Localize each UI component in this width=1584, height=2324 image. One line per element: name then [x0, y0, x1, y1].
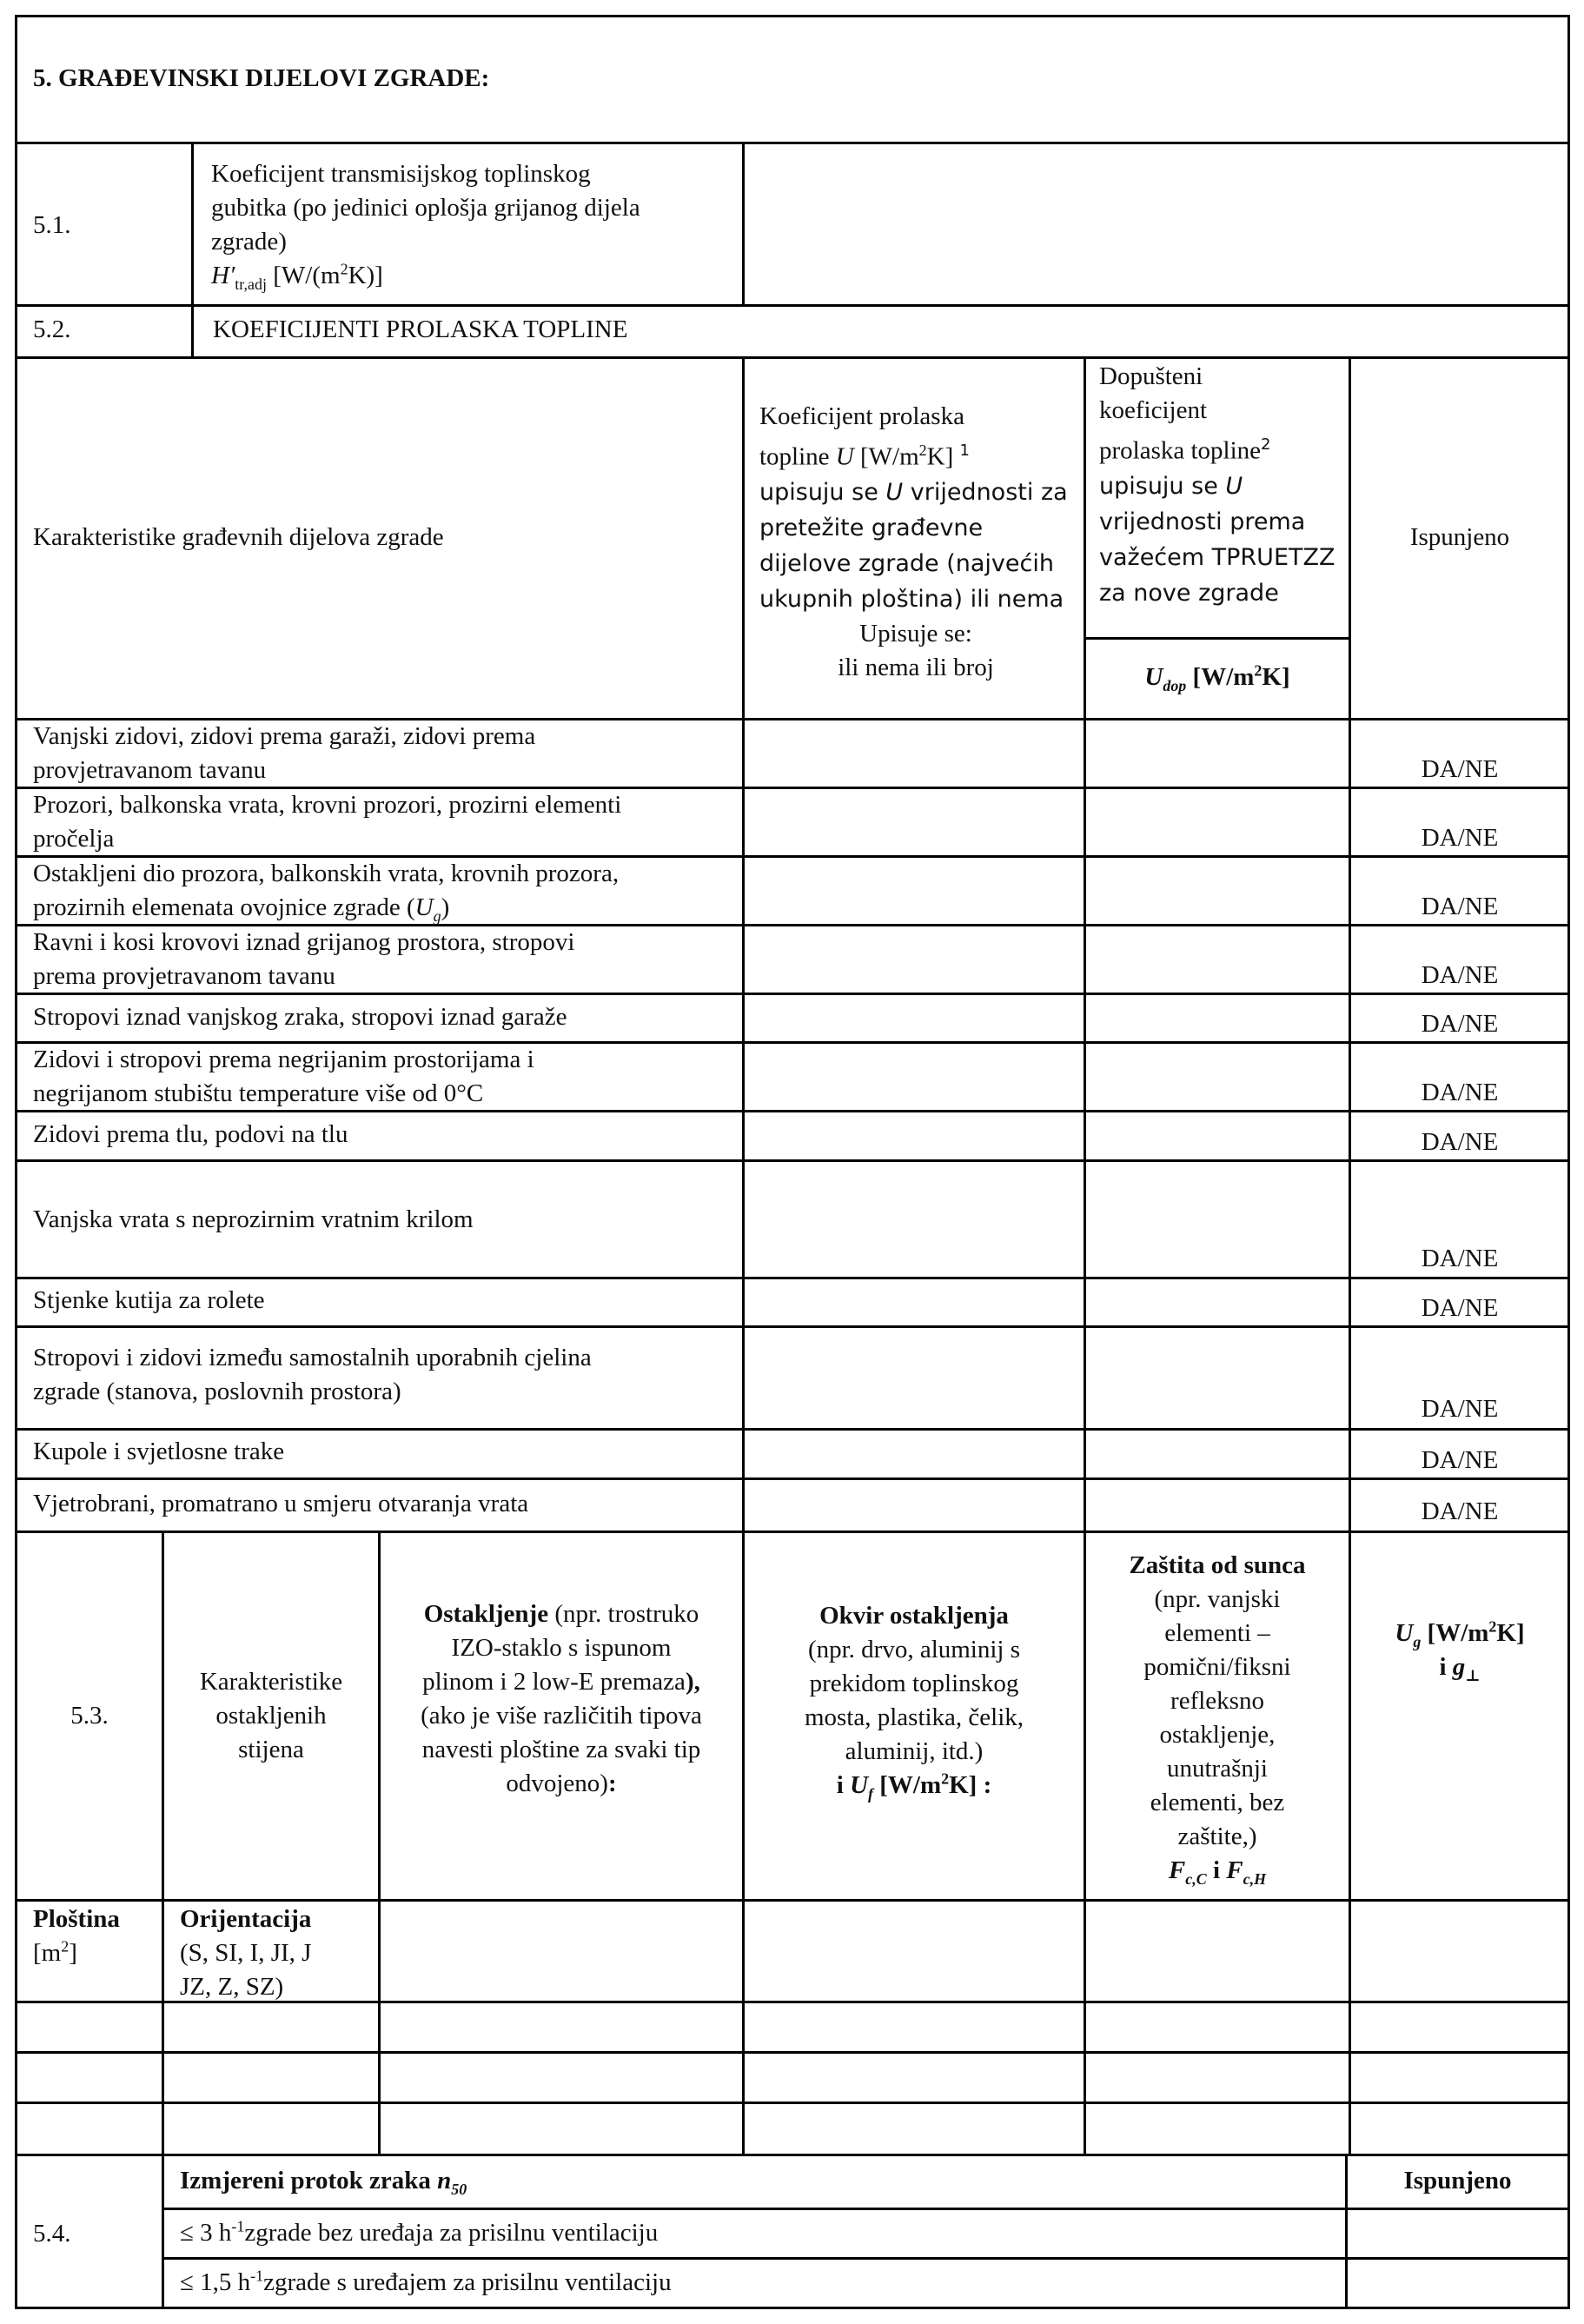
fulfilled-choice[interactable]: DA/NE	[1421, 893, 1499, 920]
u-value-field[interactable]	[747, 1329, 1081, 1425]
fulfilled-choice[interactable]: DA/NE	[1421, 755, 1499, 783]
table-row[interactable]	[20, 2105, 1565, 2151]
sun-protection-cell[interactable]	[1089, 1904, 1346, 1998]
rule	[15, 1477, 1570, 1480]
rule	[1084, 356, 1086, 1533]
heat-transfer-title: KOEFICIJENTI PROLASKA TOPLINE	[213, 315, 628, 343]
u-value-field[interactable]	[747, 1045, 1081, 1107]
table-row-label: Vanjski zidovi, zidovi prema garaži, zidovi prema provjetravanom tavanu	[33, 722, 536, 784]
table-row-label: Kupole i svjetlosne trake	[33, 1438, 285, 1465]
ug-header: $U_g$ $[W/m^2K]$ i $g_\perp$	[1395, 1617, 1525, 1684]
table-row[interactable]	[20, 2004, 1565, 2048]
u-value-field[interactable]	[747, 1431, 1081, 1475]
fulfilled-choice[interactable]: DA/NE	[1421, 824, 1499, 852]
rule	[15, 1531, 1570, 1533]
area-header: Ploština $[m^2]$	[33, 1905, 120, 1967]
rule	[15, 1159, 1570, 1162]
table-row-label: Vanjska vrata s neprozirnim vratnim krilom	[33, 1205, 474, 1233]
rule	[15, 1277, 1570, 1279]
border-right	[1567, 15, 1570, 2309]
allowed-u-field[interactable]	[1089, 859, 1346, 921]
rule	[164, 2208, 1570, 2210]
glazing-header: Ostakljenje (npr. trostruko IZO-staklo s ispunom plinom i 2 low-E premaza), (ako je više različitih tipova navesti ploštine za svaki tip odvojeno):	[421, 1600, 702, 1797]
rule	[15, 142, 1570, 144]
table-row-label: Ravni i kosi krovovi iznad grijanog prostora, stropovi prema provjetravanom tavanu	[33, 928, 575, 990]
air-flow-title: Izmjereni protok zraka $n_{50}$	[180, 2167, 467, 2198]
rule	[15, 2154, 1570, 2156]
border-top	[15, 15, 1570, 17]
allowed-u-field[interactable]	[1089, 1163, 1346, 1274]
table-row[interactable]	[20, 2055, 1565, 2099]
section-title: 5. GRAĐEVINSKI DIJELOVI ZGRADE:	[33, 64, 490, 92]
fulfilled-choice[interactable]: DA/NE	[1421, 961, 1499, 989]
allowed-u-field[interactable]	[1089, 927, 1346, 990]
table-row-label: Ostakljeni dio prozora, balkonskih vrata, krovnih prozora, prozirnih elemenata ovojnice zgrade $(U_g)$	[33, 860, 620, 925]
frame-header: Okvir ostakljenja (npr. drvo, aluminij s prekidom toplinskog mosta, plastika, čelik, aluminij, itd.) i $U_f$ $[W/m^2K]$ :	[804, 1602, 1024, 1803]
fulfilled-choice[interactable]: DA/NE	[1421, 1079, 1499, 1106]
u-value-field[interactable]	[747, 1280, 1081, 1323]
rule	[191, 142, 194, 359]
transmission-loss-value-field[interactable]	[747, 146, 1564, 302]
allowed-u-field[interactable]	[1089, 1113, 1346, 1157]
rule	[15, 1428, 1570, 1431]
row-number-5-1: 5.1.	[33, 211, 71, 239]
rule	[15, 2102, 1570, 2104]
rule	[742, 142, 745, 307]
table-row-label: Zidovi i stropovi prema negrijanim prostorijama i negrijanom stubištu temperature više od 0°C	[33, 1046, 534, 1107]
rule	[742, 356, 745, 1533]
u-value-field[interactable]	[747, 927, 1081, 990]
air-flow-fulfilled-field[interactable]	[1350, 2211, 1565, 2254]
frame-cell[interactable]	[747, 1904, 1081, 1998]
col-header-characteristics: Karakteristike građevnih dijelova zgrade	[33, 523, 444, 551]
table-row-label: Prozori, balkonska vrata, krovni prozori, prozirni elementi pročelja	[33, 791, 622, 853]
table-row-label: Zidovi prema tlu, podovi na tlu	[33, 1120, 348, 1148]
sun-protection-header: Zaštita od sunca (npr. vanjski elementi – pomični/fiksni refleksno ostakljenje, unutrašnji elementi, bez zaštite,) $F_{c,C}$ i $F_{c,H}$	[1129, 1551, 1306, 1888]
table-row-label: Stropovi iznad vanjskog zraka, stropovi iznad garaže	[33, 1003, 567, 1031]
u-value-field[interactable]	[747, 721, 1081, 784]
border-left	[15, 15, 17, 2309]
fulfilled-choice[interactable]: DA/NE	[1421, 1010, 1499, 1038]
glazing-cell[interactable]	[383, 1904, 739, 1998]
table-row-label: Stjenke kutija za rolete	[33, 1286, 265, 1314]
transmission-loss-label: Koeficijent transmisijskog toplinskog gubitka (po jedinici oplošja grijanog dijela zgrade) $H'_{tr,adj}$ $[W/(m^2K)]$	[211, 160, 640, 293]
orientation-header: Orijentacija (S, SI, I, JI, J JZ, Z, SZ)	[180, 1905, 312, 2001]
rule	[162, 2154, 164, 2308]
allowed-u-field[interactable]	[1089, 996, 1346, 1039]
row-number-5-3: 5.3.	[70, 1702, 109, 1730]
ug-cell[interactable]	[1354, 1904, 1565, 1998]
allowed-u-field[interactable]	[1089, 721, 1346, 784]
u-value-field[interactable]	[747, 790, 1081, 853]
fulfilled-choice[interactable]: DA/NE	[1421, 1294, 1499, 1322]
allowed-u-field[interactable]	[1089, 1431, 1346, 1475]
u-value-field[interactable]	[747, 1481, 1081, 1528]
rule	[164, 2257, 1570, 2260]
u-value-field[interactable]	[747, 1163, 1081, 1274]
table-row-label: Vjetrobrani, promatrano u smjeru otvaranja vrata	[33, 1490, 529, 1517]
rule	[15, 2051, 1570, 2054]
allowed-u-field[interactable]	[1089, 1329, 1346, 1425]
rule	[15, 304, 1570, 307]
u-value-field[interactable]	[747, 859, 1081, 921]
row-number-5-4: 5.4.	[33, 2220, 71, 2248]
rule	[15, 1325, 1570, 1328]
air-flow-row-with-ventilation: ≤ 1,5 $h^{-1}zgrade$ s uređajem za prisilnu ventilaciju	[180, 2267, 672, 2296]
rule	[15, 356, 1570, 359]
glazed-walls-label: Karakteristike ostakljenih stijena	[199, 1668, 343, 1763]
fulfilled-choice[interactable]: DA/NE	[1421, 1128, 1499, 1156]
allowed-u-field[interactable]	[1089, 1280, 1346, 1323]
border-bottom	[15, 2307, 1570, 2309]
allowed-u-field[interactable]	[1089, 790, 1346, 853]
fulfilled-choice[interactable]: DA/NE	[1421, 1446, 1499, 1474]
air-flow-fulfilled-header: Ispunjeno	[1403, 2167, 1512, 2195]
row-number-5-2: 5.2.	[33, 315, 71, 343]
fulfilled-choice[interactable]: DA/NE	[1421, 1497, 1499, 1525]
fulfilled-choice[interactable]: DA/NE	[1421, 1245, 1499, 1272]
col-header-fulfilled: Ispunjeno	[1409, 523, 1510, 551]
allowed-u-field[interactable]	[1089, 1481, 1346, 1528]
rule	[1084, 718, 1570, 720]
u-value-field[interactable]	[747, 996, 1081, 1039]
allowed-u-field[interactable]	[1089, 1045, 1346, 1107]
col-header-udop: $U_{dop}$ $[W/m^2K]$	[1144, 661, 1290, 694]
col-header-allowed-u: Dopušteni koeficijent prolaska topline$^2$ upisuju se U vrijednosti prema važećem TPRUETZZ za nove zgrade	[1099, 362, 1335, 607]
table-row-label: Stropovi i zidovi između samostalnih uporabnih cjelina zgrade (stanova, poslovnih prostora)	[33, 1344, 592, 1405]
fulfilled-choice[interactable]: DA/NE	[1421, 1395, 1499, 1423]
rule	[1084, 637, 1349, 640]
rule	[15, 1899, 1570, 1902]
u-value-field[interactable]	[747, 1113, 1081, 1157]
air-flow-row-no-ventilation: ≤ 3 $h^{-1}zgrade$ bez uređaja za prisilnu ventilaciju	[180, 2217, 659, 2247]
air-flow-fulfilled-field[interactable]	[1350, 2261, 1565, 2304]
col-header-u-value: Koeficijent prolaska topline U $[W/m^2K]$ $^1$ upisuju se U vrijednosti za pretežite građevne dijelove zgrade (najvećih ukupnih ploština) ili nema Upisuje se: ili nema ili broj	[759, 402, 1068, 681]
